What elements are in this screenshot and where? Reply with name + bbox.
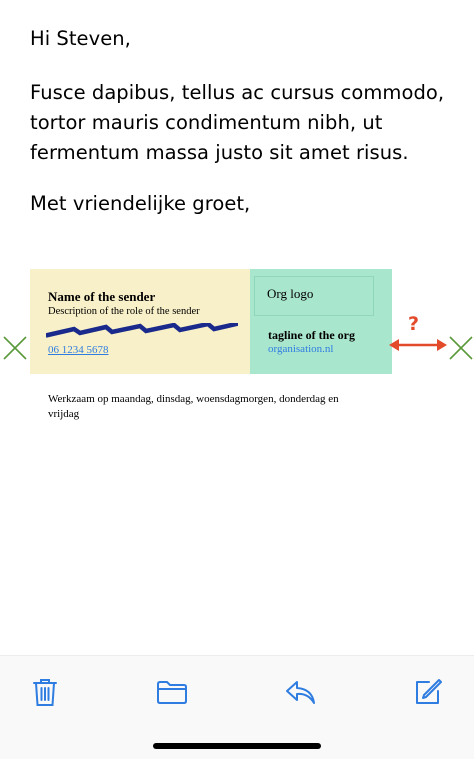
- org-logo: [254, 276, 374, 316]
- compose-button[interactable]: [411, 676, 445, 708]
- folder-icon: [156, 679, 188, 705]
- reply-icon: [284, 679, 316, 705]
- sender-name: Name of the sender: [48, 289, 156, 304]
- delete-button[interactable]: [28, 676, 62, 708]
- email-greeting: Hi Steven,: [30, 27, 131, 50]
- reply-button[interactable]: [283, 676, 317, 708]
- signature-scribble: [46, 323, 238, 339]
- cross-icon: [2, 335, 28, 361]
- email-message: [30, 78, 444, 168]
- double-arrow-icon: [388, 337, 448, 353]
- signature-sender-panel: [30, 269, 250, 374]
- org-logo-text: Org logo: [267, 286, 314, 301]
- email-message-line: Fusce dapibus, tellus ac cursus commodo,: [30, 81, 445, 104]
- compose-icon: [413, 678, 443, 706]
- sender-role: Description of the role of the sender: [48, 306, 200, 317]
- sender-phone-link[interactable]: 06 1234 5678: [48, 344, 109, 356]
- question-mark: ?: [408, 313, 420, 335]
- email-closing: Met vriendelijke groet,: [30, 192, 251, 215]
- move-to-folder-button[interactable]: [155, 676, 189, 708]
- org-website-link[interactable]: organisation.nl: [268, 343, 334, 355]
- trash-icon: [32, 677, 58, 707]
- availability-note: Werkzaam op maandag, dinsdag, woensdagmorgen, donderdag en vrijdag: [48, 393, 339, 420]
- email-message-line: tortor mauris condimentum nibh, ut: [30, 111, 383, 134]
- cross-icon: [448, 335, 474, 361]
- org-tagline: tagline of the org: [268, 328, 355, 342]
- signature-org-panel: [250, 269, 392, 374]
- email-message-line: fermentum massa justo sit amet risus.: [30, 141, 409, 164]
- home-indicator: [153, 743, 321, 749]
